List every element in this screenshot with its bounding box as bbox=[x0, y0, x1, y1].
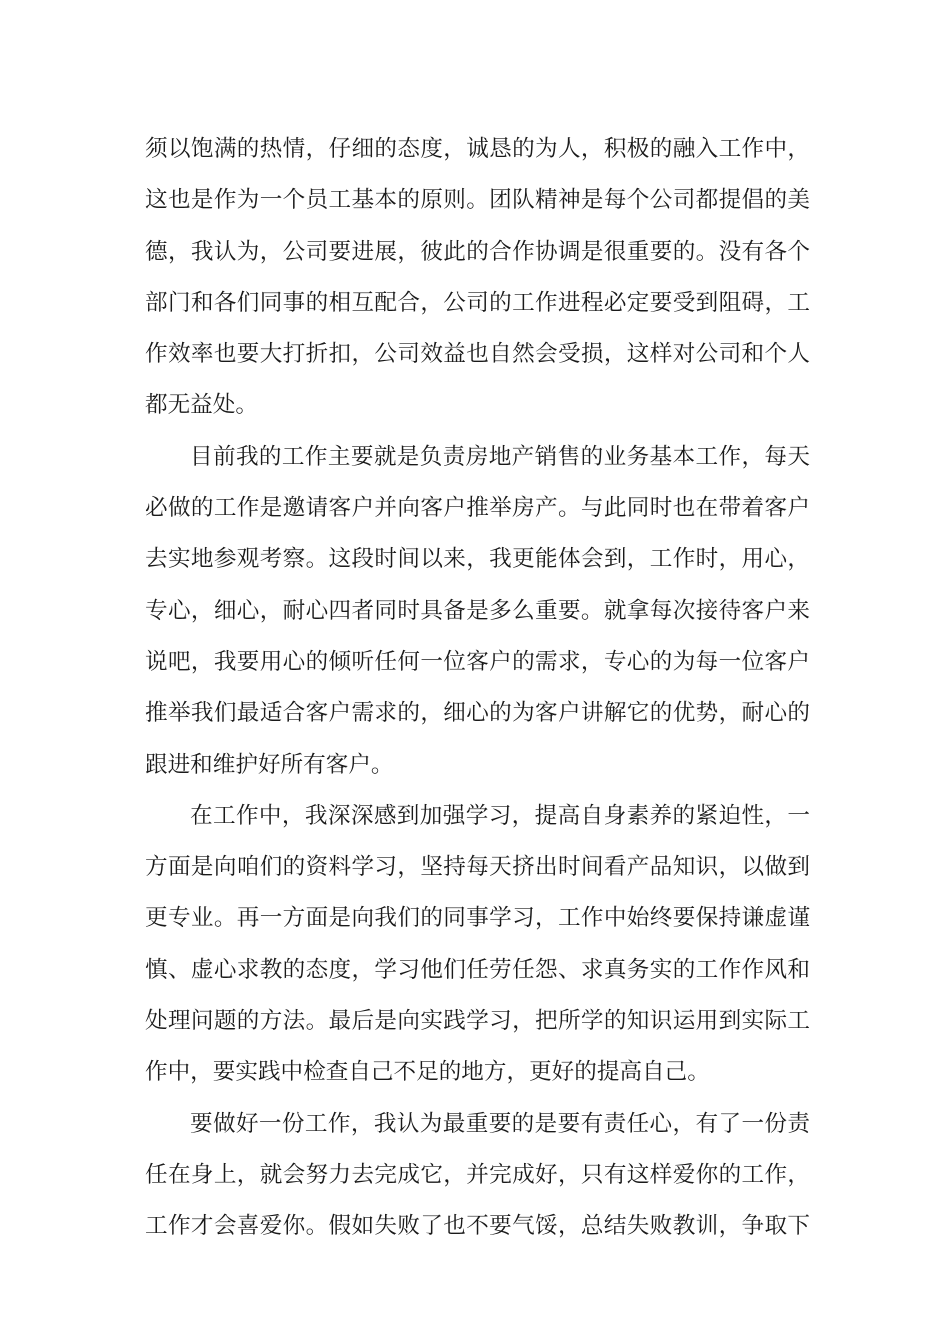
text-line: 部门和各们同事的相互配合，公司的工作进程必定要受到阻碍，工 bbox=[145, 289, 810, 316]
text-line: 目前我的工作主要就是负责房地产销售的业务基本工作，每天 bbox=[190, 443, 810, 470]
paragraph-3 bbox=[145, 791, 810, 1099]
text-line: 工作才会喜爱你。假如失败了也不要气馁，总结失败教训，争取下 bbox=[145, 1213, 810, 1240]
text-line: 德，我认为，公司要进展，彼此的合作协调是很重要的。没有各个 bbox=[145, 238, 810, 265]
text-line: 必做的工作是邀请客户并向客户推举房产。与此同时也在带着客户 bbox=[145, 495, 810, 522]
text-line: 处理问题的方法。最后是向实践学习，把所学的知识运用到实际工 bbox=[145, 1008, 810, 1035]
text-line: 这也是作为一个员工基本的原则。团队精神是每个公司都提倡的美 bbox=[145, 187, 810, 214]
text-line: 作中，要实践中检查自己不足的地方，更好的提高自己。 bbox=[145, 1059, 710, 1086]
text-line: 去实地参观考察。这段时间以来，我更能体会到，工作时，用心， bbox=[145, 546, 810, 573]
paragraph-2 bbox=[145, 432, 810, 791]
text-line: 说吧，我要用心的倾听任何一位客户的需求，专心的为每一位客户 bbox=[145, 648, 810, 675]
text-line: 作效率也要大打折扣，公司效益也自然会受损，这样对公司和个人 bbox=[145, 341, 810, 368]
text-line: 更专业。再一方面是向我们的同事学习，工作中始终要保持谦虚谨 bbox=[145, 905, 810, 932]
body-text bbox=[145, 124, 810, 1253]
text-line: 跟进和维护好所有客户。 bbox=[145, 751, 394, 778]
text-line: 任在身上，就会努力去完成它，并完成好，只有这样爱你的工作， bbox=[145, 1161, 810, 1188]
paragraph-1 bbox=[145, 124, 810, 432]
text-line: 推举我们最适合客户需求的，细心的为客户讲解它的优势，耐心的 bbox=[145, 700, 810, 727]
text-line: 在工作中，我深深感到加强学习，提高自身素养的紧迫性，一 bbox=[190, 802, 810, 829]
text-line: 专心，细心，耐心四者同时具备是多么重要。就拿每次接待客户来 bbox=[145, 597, 810, 624]
text-line: 都无益处。 bbox=[145, 392, 258, 419]
paragraph-4 bbox=[145, 1099, 810, 1253]
text-line: 须以饱满的热情，仔细的态度，诚恳的为人，积极的融入工作中， bbox=[145, 136, 810, 162]
text-line: 慎、虚心求教的态度，学习他们任劳任怨、求真务实的工作作风和 bbox=[145, 956, 810, 983]
text-line: 要做好一份工作，我认为最重要的是要有责任心，有了一份责 bbox=[190, 1110, 810, 1137]
text-line: 方面是向咱们的资料学习，坚持每天挤出时间看产品知识，以做到 bbox=[145, 854, 810, 881]
